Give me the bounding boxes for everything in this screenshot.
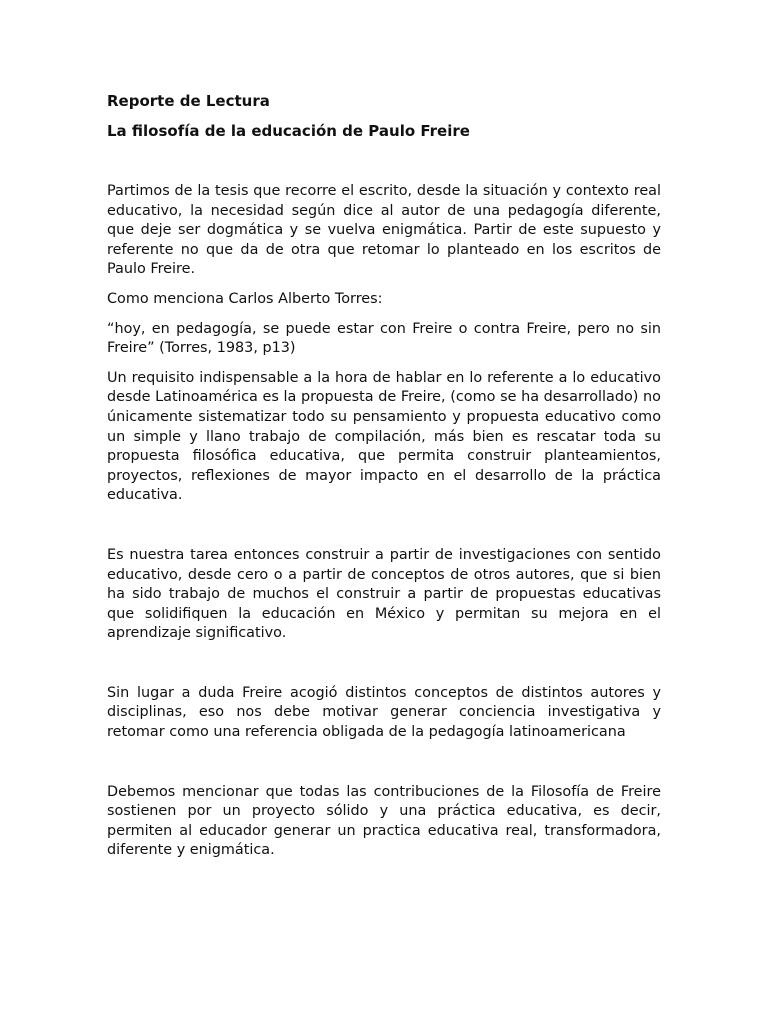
document-title: Reporte de Lectura <box>107 92 270 110</box>
document-page <box>107 90 661 861</box>
paragraph-freire-concepts: Sin lugar a duda Freire acogió distintos conceptos de distintos autores y disciplinas, eso nos debe motivar generar conciencia investigativa y retomar como una referencia obligada de la pedagogía latinoamericana <box>107 684 661 741</box>
paragraph-citation-lead: Como menciona Carlos Alberto Torres: <box>107 290 383 307</box>
paragraph-requirement: Un requisito indispensable a la hora de hablar en lo referente a lo educativo desde Latinoamérica es la propuesta de Freire, (como se ha desarrollado) no únicamente sistematizar todo su pensamiento y propuesta educativo como un simple y llano trabajo de compilación, más bien es rescatar toda su propuesta filosófica educativa, que permita construir planteamientos, proyectos, reflexiones de mayor impacto en el desarrollo de la práctica educativa. <box>107 369 661 504</box>
paragraph-conclusion: Debemos mencionar que todas las contribuciones de la Filosofía de Freire sostienen por un proyecto sólido y una práctica educativa, es decir, permiten al educador generar un practica educativa real, transformadora, diferente y enigmática. <box>107 783 661 859</box>
paragraph-task: Es nuestra tarea entonces construir a partir de investigaciones con sentido educativo, desde cero o a partir de conceptos de otros autores, que si bien ha sido trabajo de muchos el construir a partir de propuestas educativas que solidifiquen la educación en México y permitan su mejora en el aprendizaje significativo. <box>107 546 661 642</box>
document-subtitle: La filosofía de la educación de Paulo Freire <box>107 122 470 140</box>
paragraph-quote: “hoy, en pedagogía, se puede estar con Freire o contra Freire, pero no sin Freire” (Torres, 1983, p13) <box>107 320 661 357</box>
paragraph-intro: Partimos de la tesis que recorre el escrito, desde la situación y contexto real educativo, la necesidad según dice al autor de una pedagogía diferente, que deje ser dogmática y se vuelva enigmática. Partir de este supuesto y referente no que da de otra que retomar lo planteado en los escritos de Paulo Freire. <box>107 183 661 278</box>
